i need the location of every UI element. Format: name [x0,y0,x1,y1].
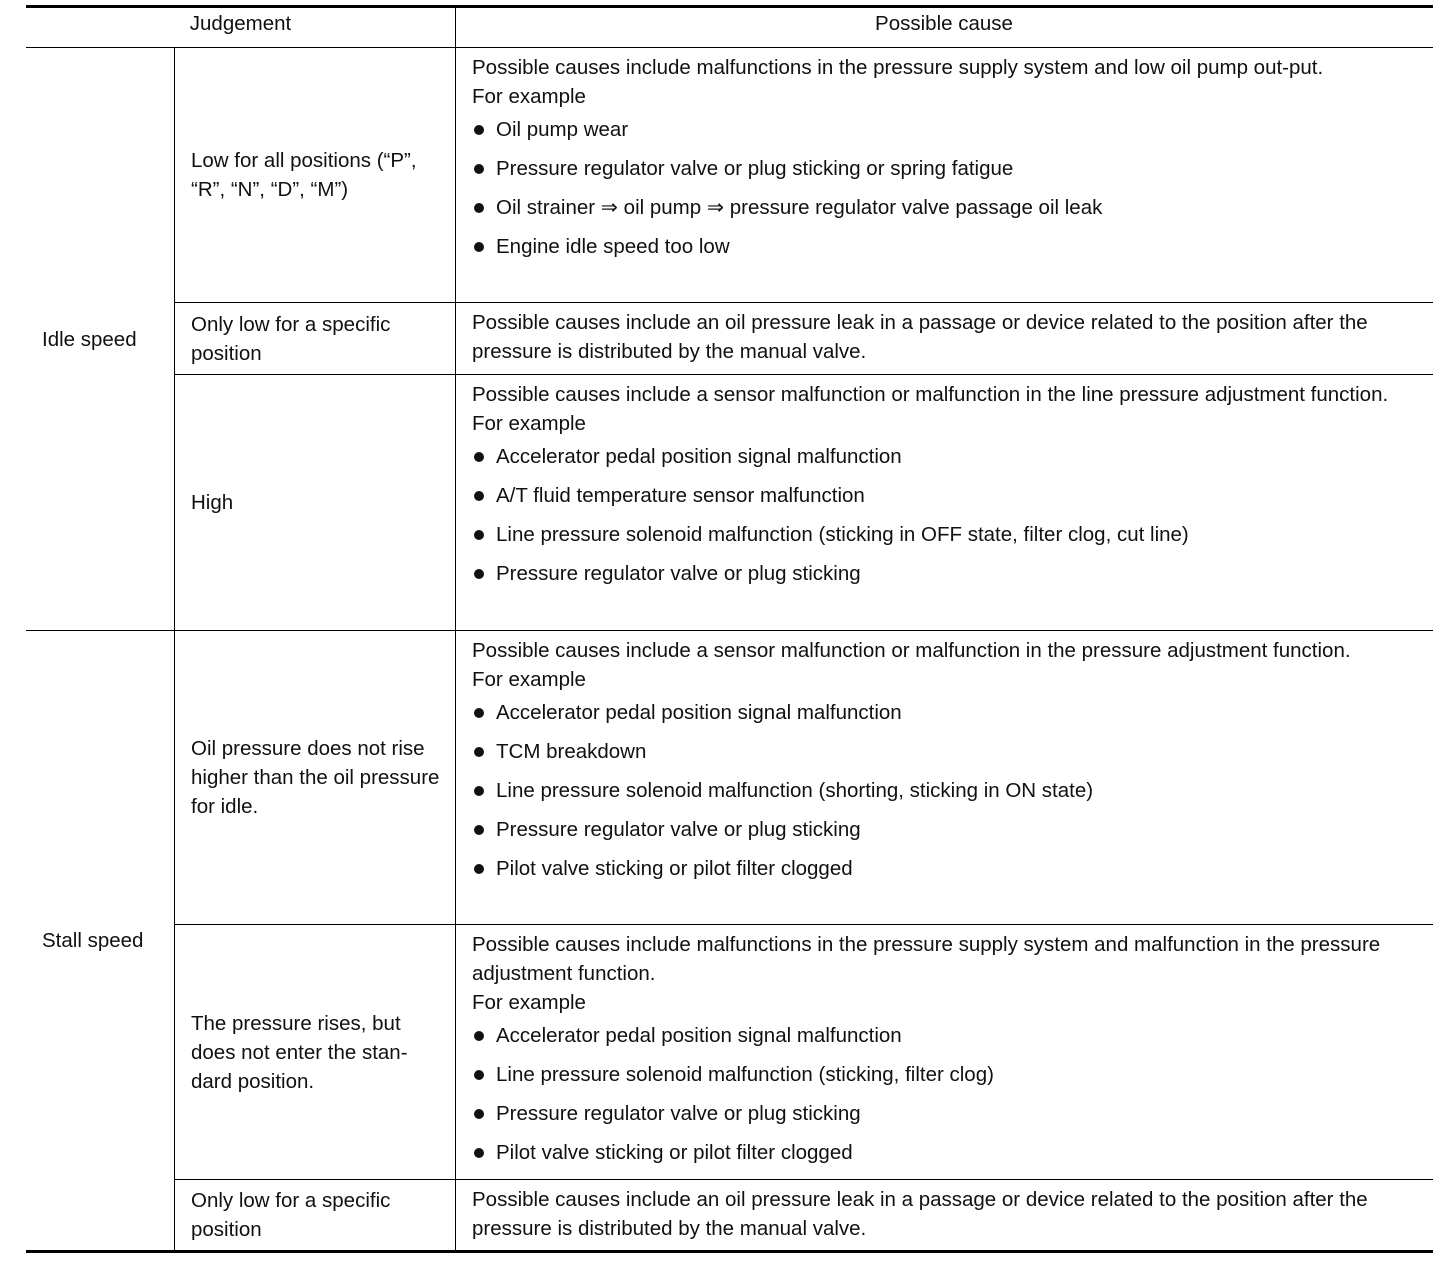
list-item: Line pressure solenoid malfunction (sticking in OFF state, filter clog, cut line) [472,520,1421,549]
judgement-cell [175,925,455,1179]
bullet-icon [474,825,484,835]
header-judgement: Judgement [189,12,292,35]
group-label: Idle speed [42,327,137,351]
list-item: Engine idle speed too low [472,232,1421,261]
list-item: Line pressure solenoid malfunction (sticking, filter clog) [472,1060,1421,1089]
cause-intro: Possible causes include malfunctions in the pressure supply system and low oil pump out-put. [472,56,1324,79]
list-item: Pressure regulator valve or plug sticking or spring fatigue [472,154,1421,183]
diagnosis-table [26,0,1433,1262]
judgement-text: High [191,491,234,514]
bullet-icon [474,747,484,757]
list-item: Pilot valve sticking or pilot filter clogged [472,1138,1421,1167]
bullet-icon [474,864,484,874]
bullet-icon [474,1109,484,1119]
list-item: Accelerator pedal position signal malfunction [472,1021,1421,1050]
judgement-cell [175,48,455,302]
cause-cell [456,53,1433,261]
list-item: Pilot valve sticking or pilot filter clogged [472,854,1421,883]
cause-cell [456,636,1433,883]
example-label: For example [472,668,586,691]
cause-list [472,442,1421,588]
group-stall-speed [26,631,174,1250]
list-item: Accelerator pedal position signal malfunction [472,698,1421,727]
list-item: Pressure regulator valve or plug sticking [472,815,1421,844]
example-label: For example [472,85,586,108]
cause-intro: Possible causes include malfunctions in the pressure supply system and malfunction in the pressure adjustment function. [472,933,1381,985]
list-item: A/T fluid temperature sensor malfunction [472,481,1421,510]
judgement-text: Oil pressure does not rise higher than the oil pressure for idle. [191,737,440,818]
bullet-icon [474,1148,484,1158]
judgement-cell [175,631,455,924]
table-top-rule [26,5,1433,8]
bullet-icon [474,125,484,135]
list-item: Pressure regulator valve or plug sticking [472,1099,1421,1128]
cause-list [472,115,1421,261]
bullet-icon [474,242,484,252]
group-label: Stall speed [42,929,144,952]
judgement-text: Only low for a specific position [191,1189,391,1241]
list-item: TCM breakdown [472,737,1421,766]
judgement-text: The pressure rises, but does not enter the stan-dard position. [191,1011,408,1093]
judgement-text: Only low for a specific position [191,312,391,365]
bullet-icon [474,786,484,796]
cause-cell [456,930,1433,1167]
example-label: For example [472,991,586,1014]
list-item: Accelerator pedal position signal malfunction [472,442,1421,471]
bullet-icon [474,164,484,174]
bullet-icon [474,708,484,718]
list-item: Oil strainer ⇒ oil pump ⇒ pressure regulator valve passage oil leak [472,193,1421,222]
bullet-icon [474,530,484,540]
judgement-cell [175,375,455,630]
cause-cell [456,308,1433,366]
cause-intro: Possible causes include a sensor malfunction or malfunction in the pressure adjustment function. [472,639,1351,662]
cause-list [472,1021,1421,1167]
judgement-text: Low for all positions (“P”, “R”, “N”, “D”, “M”) [191,149,417,201]
bullet-icon [474,1070,484,1080]
bullet-icon [474,452,484,462]
bullet-icon [474,569,484,579]
list-item: Oil pump wear [472,115,1421,144]
bullet-icon [474,491,484,501]
cause-list [472,698,1421,883]
table-bottom-rule [26,1250,1433,1253]
cause-intro: Possible causes include an oil pressure leak in a passage or device related to the position after the pressure is distributed by the manual valve. [472,1188,1368,1240]
cause-intro: Possible causes include a sensor malfunction or malfunction in the line pressure adjustment function. [472,383,1389,406]
bullet-icon [474,203,484,213]
example-label: For example [472,412,586,435]
judgement-cell [175,1180,455,1250]
group-idle-speed [26,48,174,630]
list-item: Line pressure solenoid malfunction (shorting, sticking in ON state) [472,776,1421,805]
header-possible-cause: Possible cause [875,12,1013,35]
judgement-cell [175,303,455,374]
list-item: Pressure regulator valve or plug sticking [472,559,1421,588]
cause-intro: Possible causes include an oil pressure leak in a passage or device related to the position after the pressure is distributed by the manual valve. [472,311,1368,363]
bullet-icon [474,1031,484,1041]
cause-cell [456,380,1433,588]
cause-cell [456,1185,1433,1243]
